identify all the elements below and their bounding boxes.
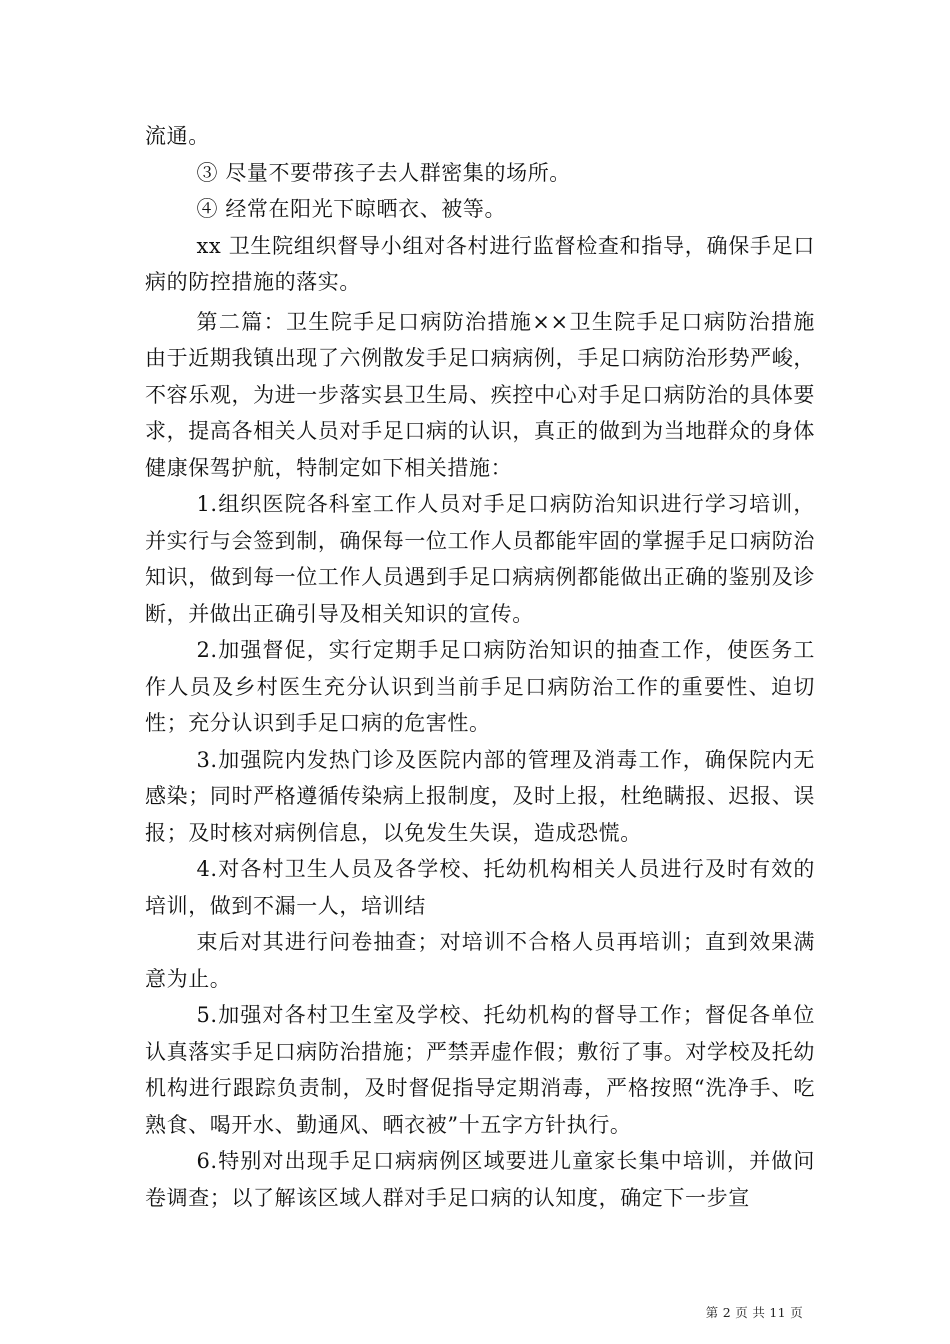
page-number: 第 2 页 共 11 页: [705, 1305, 803, 1320]
paragraph-measure-1: 1.组织医院各科室工作人员对手足口病防治知识进行学习培训，并实行与会签到制，确保每一位工作人员都能牢固的掌握手足口病防治知识，做到每一位工作人员遇到手足口病病例都能做出正确的鉴别及诊断，并做出正确引导及相关知识的宣传。: [145, 492, 815, 626]
paragraph-measure-4: 4.对各村卫生人员及各学校、托幼机构相关人员进行及时有效的培训，做到不漏一人，培训结: [145, 857, 815, 918]
paragraph-tip-3: ③ 尽量不要带孩子去人群密集的场所。: [196, 160, 571, 185]
paragraph-supervision: xx 卫生院组织督导小组对各村进行监督检查和指导，确保手足口病的防控措施的落实。: [145, 233, 815, 294]
paragraph-measure-4-continued: 束后对其进行问卷抽查；对培训不合格人员再培训；直到效果满意为止。: [145, 930, 815, 991]
paragraph-measure-5: 5.加强对各村卫生室及学校、托幼机构的督导工作；督促各单位认真落实手足口病防治措施；严禁弄虚作假；敷衍了事。对学校及托幼机构进行跟踪负责制，及时督促指导定期消毒，严格按照“洗净手、吃熟食、喝开水、勤通风、晒衣被”十五字方针执行。: [145, 1003, 815, 1137]
paragraph-measure-6: 6.特别对出现手足口病病例区域要进儿童家长集中培训，并做问卷调查；以了解该区域人群对手足口病的认知度，确定下一步宣: [145, 1149, 815, 1210]
paragraph-tip-4: ④ 经常在阳光下晾晒衣、被等。: [196, 197, 507, 221]
paragraph-section-two-intro: 第二篇：卫生院手足口病防治措施××卫生院手足口病防治措施由于近期我镇出现了六例散发手足口病病例，手足口病防治形势严峻，不容乐观，为进一步落实县卫生局、疾控中心对手足口病防治的具体要求，提高各相关人员对手足口病的认识，真正的做到为当地群众的身体健康保驾护航，特制定如下相关措施：: [145, 309, 815, 480]
paragraph-measure-2: 2.加强督促，实行定期手足口病防治知识的抽查工作，使医务工作人员及乡村医生充分认识到当前手足口病防治工作的重要性、迫切性；充分认识到手足口病的危害性。: [145, 638, 815, 735]
paragraph-continuation: 流通。: [145, 124, 210, 148]
paragraph-measure-3: 3.加强院内发热门诊及医院内部的管理及消毒工作，确保院内无感染；同时严格遵循传染病上报制度，及时上报，杜绝瞒报、迟报、误报；及时核对病例信息，以免发生失误，造成恐慌。: [145, 747, 815, 845]
document-body: [145, 118, 815, 1216]
